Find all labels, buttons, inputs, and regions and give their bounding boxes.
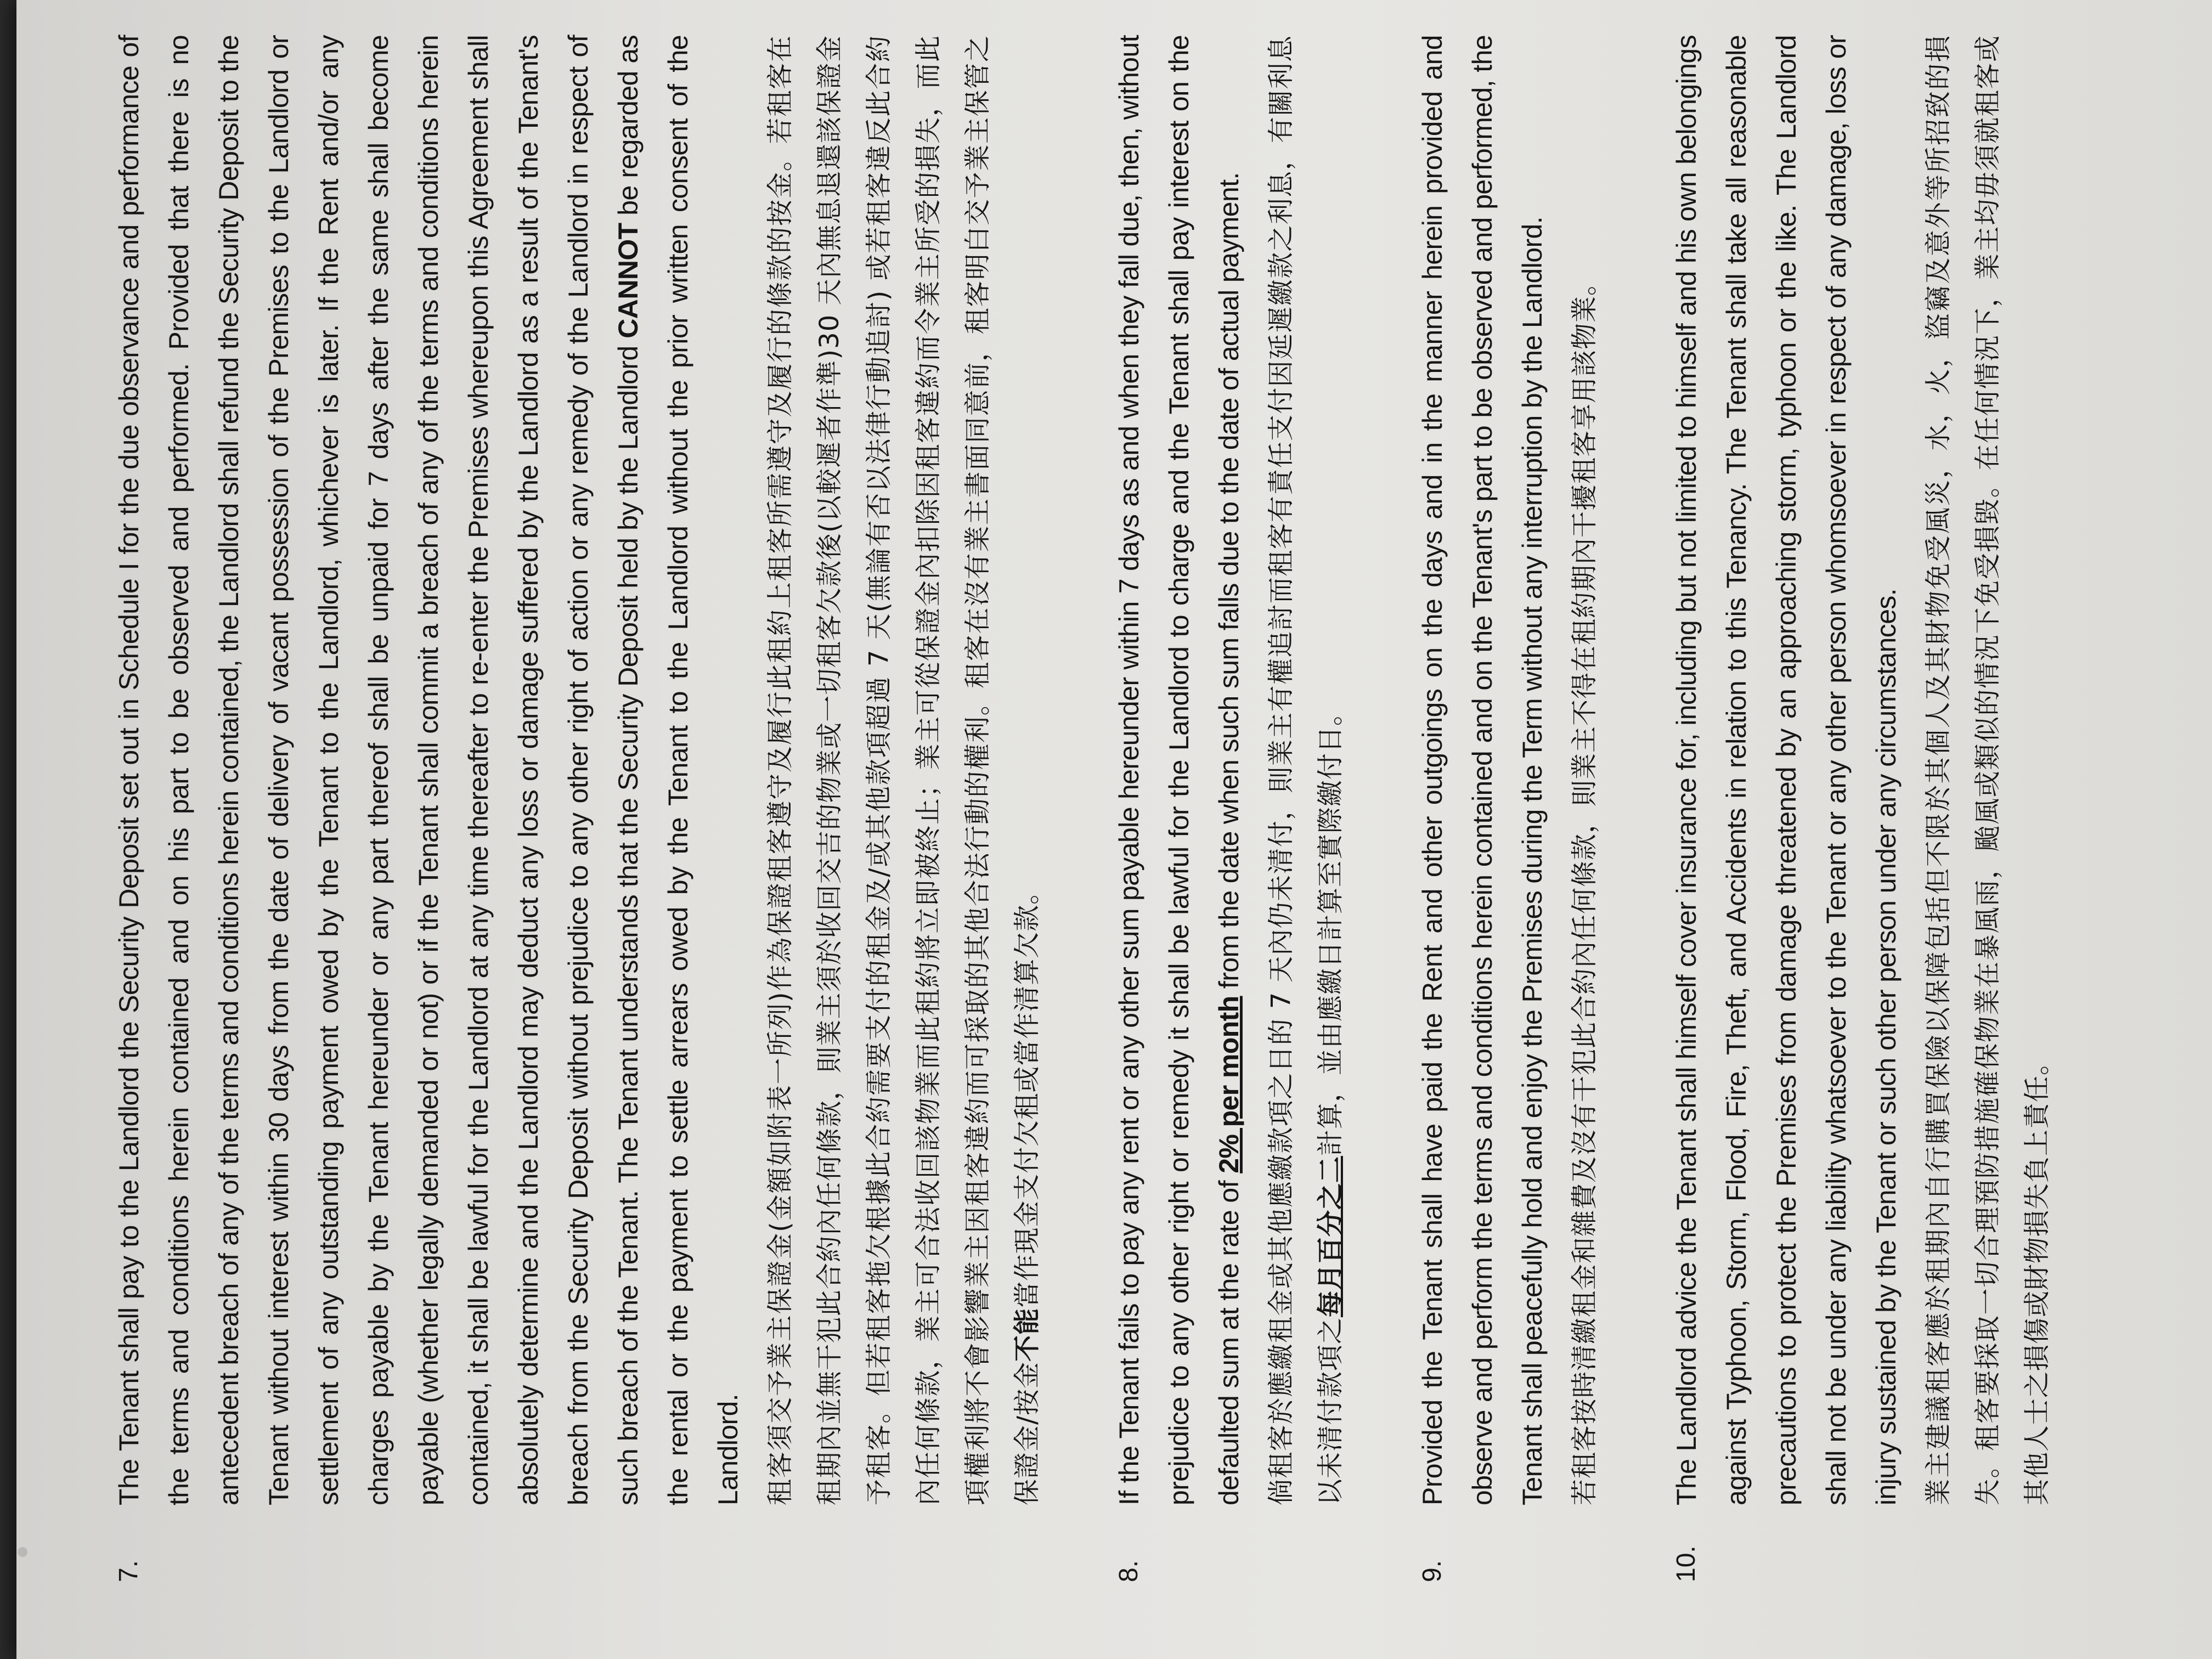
emphasis-cannot-zh: 不能 bbox=[1012, 1307, 1042, 1362]
rotated-page bbox=[16, 0, 2212, 1659]
clause-10 bbox=[1662, 35, 2062, 1582]
clause-number: 7. bbox=[114, 1560, 143, 1582]
clause-english-text: The Landlord advice the Tenant shall himself cover insurance for, including but not limited to himself and his own belongings against Typhoon, Storm, Flood, Fire, Theft, and Accidents in relation to this Tenancy. The Tenant shall take all reasonable precautions to protect the Premises from damage threatened by an approaching storm, typhoon or the like. The Landlord shall not be under any liability whatsoever to the Tenant or any other person whomsoever in respect of any damage, loss or injury sustained by the Tenant or such other person under any circumstances. bbox=[1671, 35, 1901, 1505]
clause-english-text bbox=[1104, 35, 1254, 1505]
clause-number: 8. bbox=[1114, 1560, 1143, 1582]
clause-text-part: The Tenant shall pay to the Landlord the Security Deposit set out in Schedule I for the due observance and performance of the terms and conditions herein contained and on his part to be observed and performed. Provided that there is no antecedent breach of any of the terms and conditions herein contained, the Landlord shall refund the Security Deposit to the Tenant without interest within 30 days from the date of delivery of vacant possession of the Premises to the Landlord or settlement of any outstanding payment owed by the Tenant to the Landlord, whichever is later. If the Rent and/or any charges payable by the Tenant hereunder or any part thereof shall be unpaid for 7 days after the same shall become payable (whether legally demanded or not) or if the Tenant shall commit a breach of any of the terms and conditions herein contained, it shall be lawful for the Landlord at any time thereafter to re-enter the Premises whereupon this Agreement shall absolutely determine and the Landlord may deduct any loss or damage suffered by the Landlord as a result of the Tenant's breach from the Security Deposit without prejudice to any other right of action or any remedy of the Landlord in respect of such breach of the Tenant. The Tenant understands that the Security Deposit held by the Landlord bbox=[114, 35, 644, 1505]
interest-rate-zh: 每月百分之二 bbox=[1315, 1155, 1346, 1317]
clause-body bbox=[104, 35, 1052, 1505]
clause-text-part: 租客須交予業主保證金(金額如附表一所列)作為保證租客遵守及履行此租約上租客所需遵守及履行的條款的按金。若租客在租期內並無干犯此合約內任何條款，則業主須於收回交吉的物業或一切租客欠款後(以較遲者作準)30 天內無息退還該保證金予租客。但若租客拖欠根據此合約需要支付的租金及/或其他款項超過 7 天(無論有否以法律行動追討) 或若租客違反此合約內任何條款，業主可合法收回該物業而此租約將立即被終止；業主可從保證金內扣除因租客違約而令業主所受的損失，而此項權利將不會影響業主因租客違約而可採取的其他合法行動的權利。租客在沒有業主書面同意前，租客明白交予業主保管之保證金/按金 bbox=[765, 35, 1042, 1505]
clause-english-text: Provided the Tenant shall have paid the Rent and other outgoings on the days and in the manner herein provided and observe and perform the terms and conditions herein contained and on the Tenant's part to be observed and performed, the Tenant shall peacefully hold and enjoy the Premises during the Term without any interruption by the Landlord. bbox=[1417, 35, 1548, 1505]
clause-body bbox=[1662, 35, 2062, 1505]
clause-text-part: If the Tenant fails to pay any rent or any other sum payable hereunder within 7 days as and when they fall due, then, without prejudice to any other right or remedy it shall be lawful for the Landlord to charge and the Tenant shall pay interest on the defaulted sum at the rate of bbox=[1114, 35, 1244, 1505]
document-sheet bbox=[16, 0, 2212, 1659]
clause-text-part: 計算，並由應繳日計算至實際繳付日。 bbox=[1315, 698, 1346, 1156]
clause-9 bbox=[1408, 35, 1609, 1582]
clause-number: 9. bbox=[1418, 1560, 1447, 1582]
clause-body bbox=[1104, 35, 1355, 1505]
clause-body bbox=[1408, 35, 1609, 1505]
clause-number: 10. bbox=[1672, 1545, 1701, 1582]
clause-text-part: 當作現金支付欠租或當作清算欠款。 bbox=[1012, 877, 1042, 1308]
clause-text-part: 倘租客於應繳租金或其他應繳款項之日的 7 天內仍未清付，則業主有權追討而租客有責任支付因延遲繳款之利息，有關利息以未清付款項之 bbox=[1266, 35, 1346, 1505]
clause-chinese-text bbox=[1256, 35, 1355, 1505]
clause-text-part: from the date when such sum falls due to the date of actual payment. bbox=[1214, 172, 1244, 989]
emphasis-cannot: CANNOT bbox=[613, 223, 644, 338]
clause-chinese-text: 若租客按時清繳租金和雜費及沒有干犯此合約內任何條款，則業主不得在租約期內干擾租客享用該物業。 bbox=[1569, 268, 1600, 1505]
clause-7 bbox=[104, 35, 1052, 1582]
clause-chinese-text bbox=[755, 35, 1052, 1505]
interest-rate: 2% per month bbox=[1214, 996, 1244, 1173]
clause-chinese-text: 業主建議租客應於租期內自行購買保險以保障包括但不限於其個人及其財物免受風災，水，火，盜竊及意外等所招致的損失。租客要採取一切合理預防措施確保物業在暴風雨，颱風或類似的情況下免受損毀。在任何情況下，業主均毋須就租客或其他人士之損傷或財物損失負上責任。 bbox=[1923, 35, 2052, 1505]
clause-8 bbox=[1104, 35, 1355, 1582]
clause-text-part: be regarded as the rental or the payment to settle arrears owed by the Tenant to the Landlord without the prior written consent of the Landlord. bbox=[613, 35, 743, 1505]
clause-english-text bbox=[104, 35, 753, 1505]
clauses-list bbox=[104, 35, 2114, 1582]
